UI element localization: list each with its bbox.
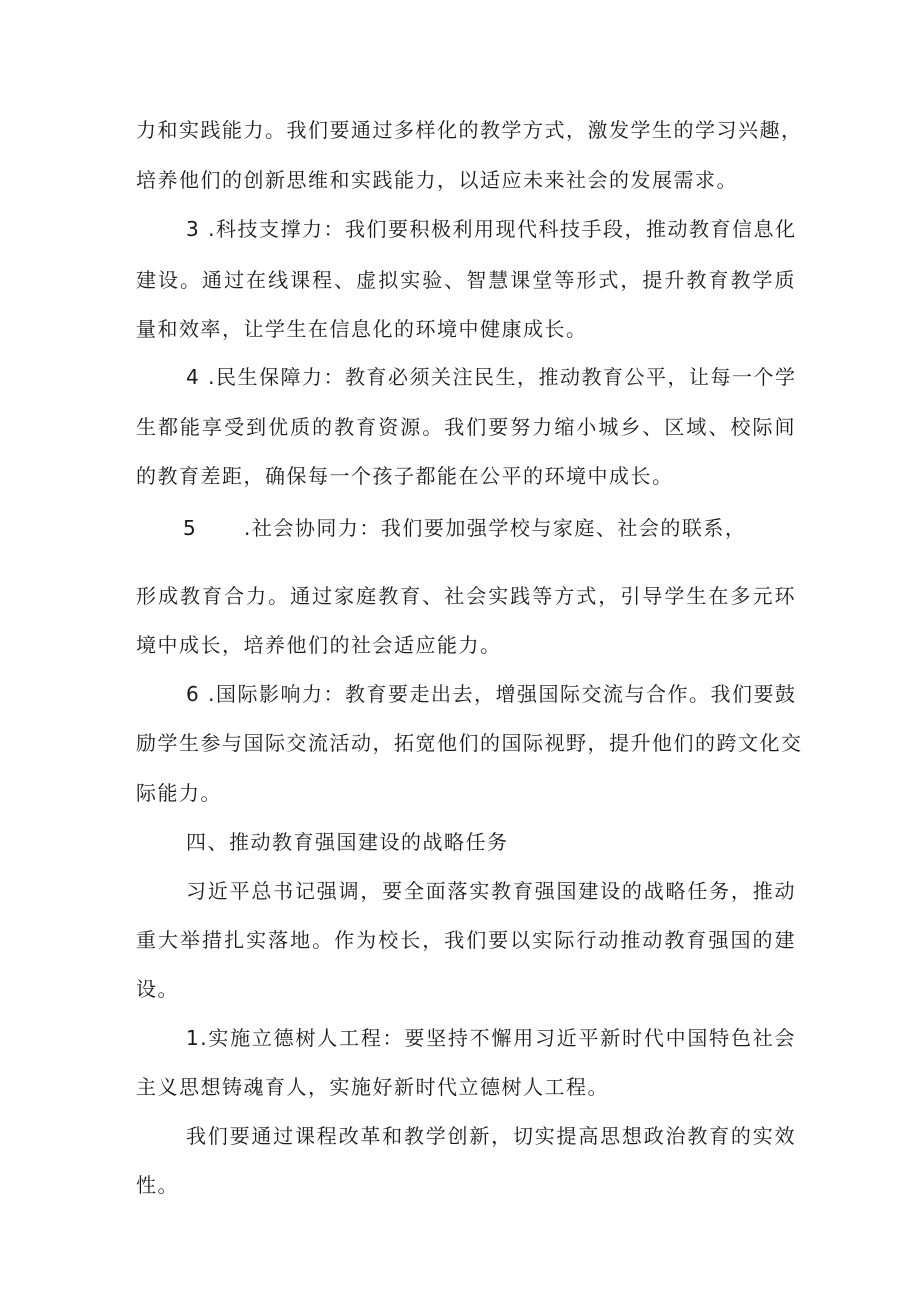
body-text-line: 设。 [136,977,179,1001]
section-heading: 四、推动教育强国建设的战略任务 [186,830,509,854]
list-item-3-line: 3 .科技支撑力：我们要积极利用现代科技手段，推动教育信息化 [186,217,797,241]
body-text-line: 培养他们的创新思维和实践能力，以适应未来社会的发展需求。 [136,168,738,192]
body-text-line: 际能力。 [136,781,222,805]
body-text-line: 励学生参与国际交流活动，拓宽他们的国际视野，提升他们的跨文化交 [136,731,803,755]
body-text-line: 量和效率，让学生在信息化的环境中健康成长。 [136,317,588,341]
body-text-line: 重大举措扎实落地。作为校长，我们要以实际行动推动教育强国的建 [136,928,796,952]
body-text-line: 建设。通过在线课程、虚拟实验、智慧课堂等形式，提升教育教学质 [136,268,796,292]
list-item-4-line: 4 .民生保障力：教育必须关注民生，推动教育公平，让每一个学 [186,365,797,389]
list-item-1-line: 1.实施立德树人工程：要坚持不懈用习近平新时代中国特色社会 [186,1026,796,1050]
body-text-line: 我们要通过课程改革和教学创新，切实提高思想政治教育的实效 [186,1124,796,1148]
body-text-line: 的教育差距，确保每一个孩子都能在公平的环境中成长。 [136,464,674,488]
body-text-line: 主义思想铸魂育人，实施好新时代立德树人工程。 [136,1075,609,1099]
list-item-5-number: 5 [183,516,196,540]
body-text-line: 境中成长，培养他们的社会适应能力。 [136,633,502,657]
body-text-line: 性。 [136,1173,179,1197]
body-text-line: 力和实践能力。我们要通过多样化的教学方式，激发学生的学习兴趣， [136,118,803,142]
list-item-6-line: 6 .国际影响力：教育要走出去，增强国际交流与合作。我们要鼓 [186,682,797,706]
body-text-line: 习近平总书记强调，要全面落实教育强国建设的战略任务，推动 [186,879,796,903]
body-text-line: 形成教育合力。通过家庭教育、社会实践等方式，引导学生在多元环 [136,584,796,608]
body-text-line: 生都能享受到优质的教育资源。我们要努力缩小城乡、区域、校际间 [136,415,796,439]
list-item-5-line: .社会协同力：我们要加强学校与家庭、社会的联系， [244,516,747,540]
